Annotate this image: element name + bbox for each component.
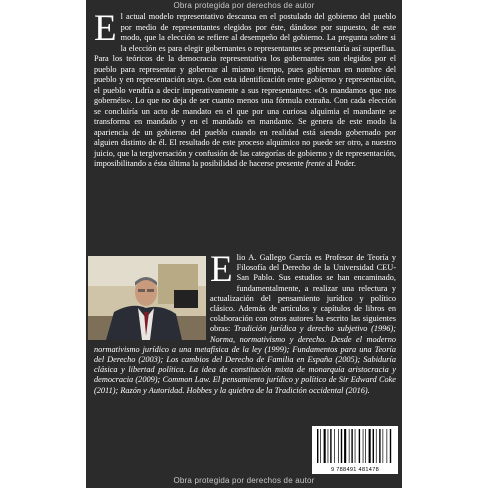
barcode-bar [341,429,342,463]
barcode-bar [334,429,335,463]
synopsis-tail: al Poder. [324,159,356,168]
barcode-bar [387,429,388,463]
bio-body: lio A. Gallego García es Profesor de Teoría y Filosofía del Derecho de la Universidad CEU-San Pablo. Sus estudios se han encaminado, fundamentalmente, a realizar una relectura y actualización del pensamiento jurídico y político clásico. Además de artículos y capítulos de libros en colaboración con otros autores ha escrito las siguientes obras: [210,253,396,334]
watermark-bottom: Obra protegida por derechos de autor [173,476,315,485]
back-cover [86,0,402,488]
barcode-bar [359,429,360,463]
barcode-bar [369,429,371,463]
barcode-bar [317,429,318,463]
author-bio [94,249,396,396]
isbn-barcode [312,426,398,474]
synopsis-emphasis: frente [305,159,325,168]
barcode-bar [344,429,346,463]
barcode-bar [383,429,384,463]
barcode-bar [349,429,350,463]
barcode-bar [324,429,326,463]
barcode-bar [338,429,339,463]
barcode-bars [312,426,398,466]
barcode-bar [379,429,380,463]
barcode-bar [328,429,329,463]
barcode-bar [390,429,391,463]
synopsis-dropcap: E [94,8,117,49]
barcode-bar [363,429,364,463]
isbn-number: 9 788491 481478 [330,467,380,473]
barcode-bar [355,429,356,463]
bio-dropcap: E [210,249,233,290]
synopsis-body: l actual modelo representativo descansa en el postulado del gobierno del pueblo por medio de representantes elegidos por éste, dándose por supuesto, de este modo, que la elección se refiere al desempeño del gobierno. La pregunta sobre si la elección es para elegir gobernantes o representantes se presentaría así superflua. Para los teóricos de la democracia representativa los gobernantes son elegidos por el pueblo para representar y gobernar al mismo tiempo, pues gobiernan en nombre del pueblo y en representación suya. Con esta identificación entre gobierno y representación, el pueblo vendría a decir imperativamente a sus representantes: «Os mandamos que nos gobernéis». Lo que no deja de ser cuanto menos una fórmula extraña. Con cada elección se concluiría un acto de mandato en el que por una curiosa alquimia el mandante se transforma en mandado y en el mandado en mandante. Se genera de este modo la apariencia de un gobierno del pueblo cuando en realidad está siendo gobernado por alguien distinto de él. El resultado de este proceso alquímico no puede ser otro, a nuestro juicio, que la tergiversación y confusión de las categorías de gobierno y de representación, imposibilitando a ésta última la posibilidad de hacerse presente [94,12,396,168]
barcode-bar [330,429,331,463]
barcode-bar [351,429,352,463]
bio-works: Tradición jurídica y derecho subjetivo (1996); Norma, normativismo y derecho. Desde el moderno normativismo jurídico a una metafísica de la ley (1999); Fundamentos para una Teoría del Derecho (2003); Los cambios del Derecho de Familia en España (2005); Sabiduría clásica y libertad política. La idea de constitución mixta de monarquía aristocracia y democracia (2009); Common Law. El pensamiento jurídico y político de Sir Edward Coke (2011); Razón y Autoridad. Hobbes y la quiebra de la Tradición occidental (2016). [94,324,396,395]
synopsis-text [94,8,396,170]
barcode-bar [320,429,321,463]
barcode-bar [365,429,366,463]
barcode-bar [376,429,377,463]
watermark-top: Obra protegida por derechos de autor [173,1,315,10]
barcode-bar [373,429,374,463]
